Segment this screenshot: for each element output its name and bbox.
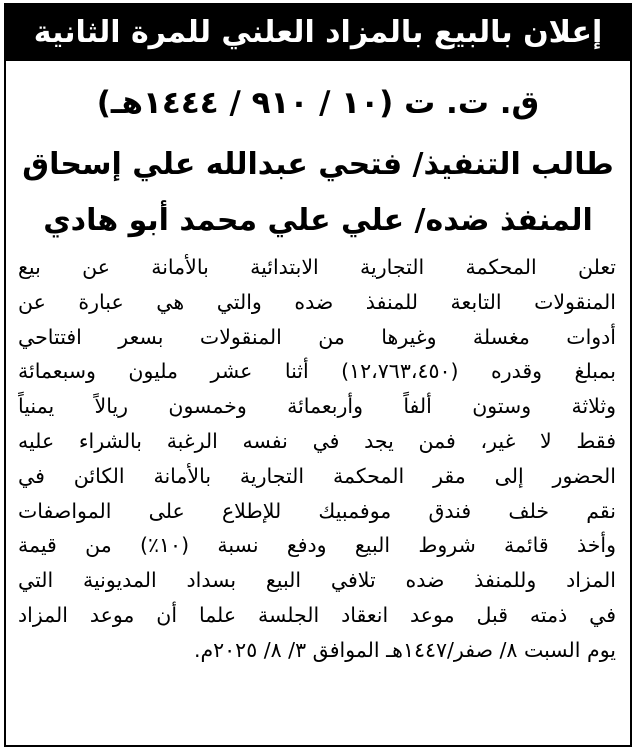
notice-title: إعلان بالبيع بالمزاد العلني للمرة الثانية xyxy=(6,5,630,61)
body-line: الحضور إلى مقر المحكمة التجارية بالأمانة الكائن في xyxy=(18,463,616,488)
case-number: ق. ت. ت (١٠ / ٩١٠ / ١٤٤٤هـ) xyxy=(96,85,540,121)
body-line: وثلاثة وستون ألفاً وأربعمائة وخمسون ريالاً يمنياً xyxy=(18,394,616,419)
body-line: تعلن المحكمة التجارية الابتدائية بالأمانة عن بيع xyxy=(18,255,616,279)
body-line: أدوات مغسلة وغيرها من المنقولات بسعر افتتاحي xyxy=(18,324,616,349)
notice-frame xyxy=(4,3,632,747)
body-line: بمبلغ وقدره (١٢،٧٦٣،٤٥٠) أثنا عشر مليون وسبعمائة xyxy=(18,359,616,384)
body-line: وأخذ قائمة شروط البيع ودفع نسبة (١٠٪) من قيمة xyxy=(18,533,616,558)
notice-body xyxy=(18,250,616,668)
respondent-line: المنفذ ضده/ علي علي محمد أبو هادي xyxy=(43,203,593,238)
applicant-line: طالب التنفيذ/ فتحي عبدالله علي إسحاق xyxy=(22,147,614,182)
body-line: يوم السبت ٨/ صفر/١٤٤٧هـ الموافق ٣/ ٨/ ٢٠٢٥م. xyxy=(193,637,616,662)
body-line: فقط لا غير، فمن يجد في نفسه الرغبة بالشراء عليه xyxy=(18,428,616,453)
body-line: نقم خلف فندق موفمبيك للإطلاع على المواصفات xyxy=(18,498,616,523)
body-line: في ذمته قبل موعد انعقاد الجلسة علما أن موعد المزاد xyxy=(18,602,616,627)
body-line: المزاد وللمنفذ ضده تلافي البيع بسداد المديونية التي xyxy=(18,568,616,593)
body-line: المنقولات التابعة للمنفذ ضده والتي هي عبارة عن xyxy=(18,289,616,314)
